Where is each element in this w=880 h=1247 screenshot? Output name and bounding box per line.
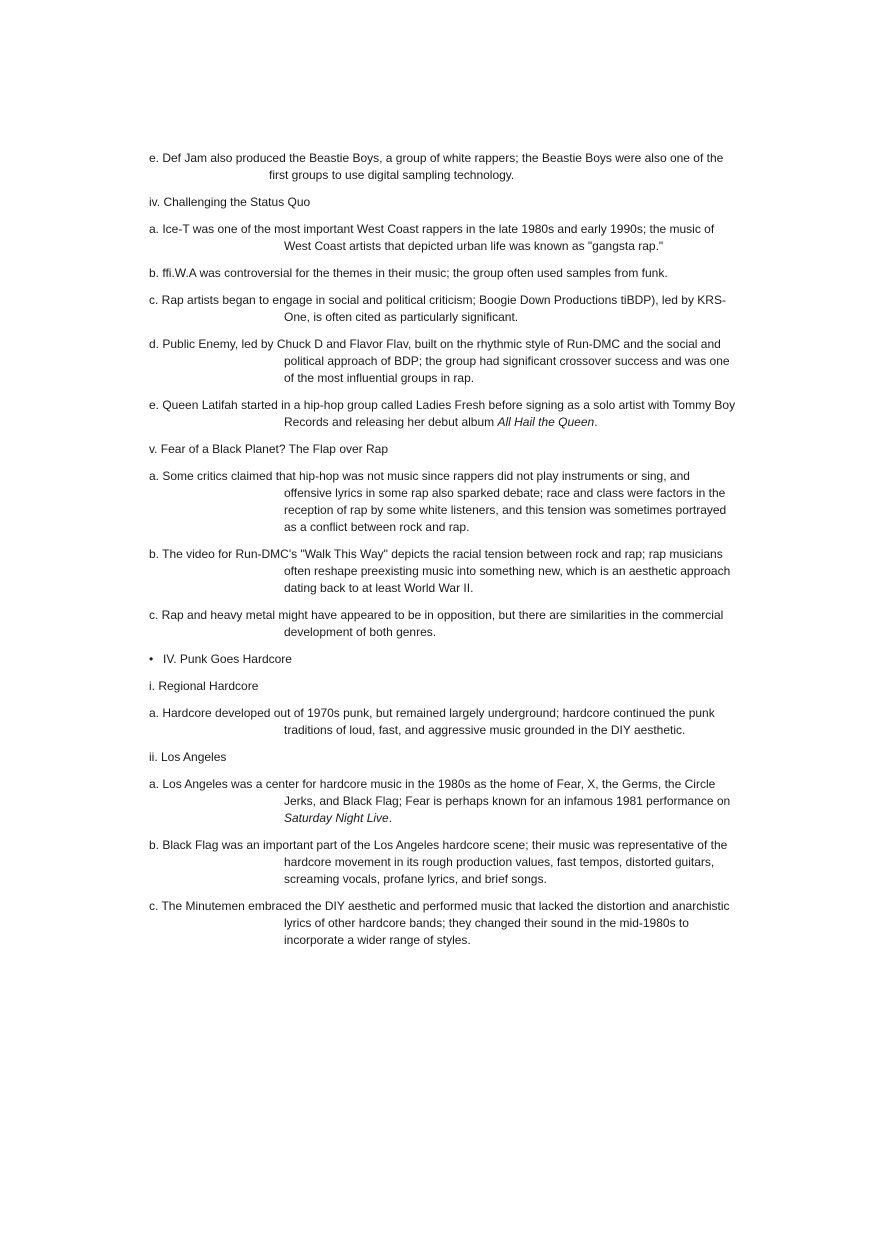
document-page [149, 150, 739, 959]
chapter-heading-iv [149, 651, 739, 668]
period: . [388, 811, 393, 825]
chapter-heading-text: IV. Punk Goes Hardcore [163, 652, 292, 666]
outline-item-hardcore: a. Hardcore developed out of 1970s punk, but remained largely underground; hardcore continued the punk traditions of loud, fast, and aggressive music grounded in the DIY aesthetic. [149, 706, 715, 737]
show-title: Saturday Night Live [284, 811, 389, 825]
outline-item-walk-this-way: b. The video for Run-DMC's "Walk This Way" depicts the racial tension between rock and rap; rap musicians often reshape preexisting music into something new, which is an aesthetic approach dating back to at least World War II. [149, 547, 731, 595]
outline-item-critics: a. Some critics claimed that hip-hop was not music since rappers did not play instruments or sing, and offensive lyrics in some rap also sparked debate; race and class were factors in the reception of rap by some white listeners, and this tension was sometimes portrayed as a conflict between rock and rap. [149, 469, 727, 534]
outline-item-bdp: c. Rap artists began to engage in social and political criticism; Boogie Down Productions tiBDP), led by KRS-One, is often cited as particularly significant. [149, 293, 726, 324]
album-title: All Hail the Queen [497, 415, 595, 429]
period: . [594, 415, 598, 429]
outline-item-nwa: b. ffi.W.A was controversial for the themes in their music; the group often used samples from funk. [149, 266, 668, 280]
queen-latifah-text: e. Queen Latifah started in a hip-hop group called Ladies Fresh before signing as a solo artist with Tommy Boy Records and releasing her debut album [149, 398, 736, 429]
outline-item-queen-latifah [149, 397, 739, 431]
los-angeles-text: a. Los Angeles was a center for hardcore music in the 1980s as the home of Fear, X, the Germs, the Circle Jerks, and Black Flag; Fear is perhaps known for an infamous 1981 performance on [149, 777, 731, 808]
section-heading-v: v. Fear of a Black Planet? The Flap over Rap [149, 442, 389, 456]
outline-item-public-enemy: d. Public Enemy, led by Chuck D and Flavor Flav, built on the rhythmic style of Run-DMC and the social and political approach of BDP; the group had significant crossover success and was one of the most influential groups in rap. [149, 337, 730, 385]
outline-item-def-jam: e. Def Jam also produced the Beastie Boys, a group of white rappers; the Beastie Boys were also one of the first groups to use digital sampling technology. [149, 151, 724, 182]
outline-item-heavy-metal: c. Rap and heavy metal might have appeared to be in opposition, but there are similarities in the commercial development of both genres. [149, 608, 724, 639]
bullet-icon: • [149, 652, 154, 666]
outline-item-minutemen: c. The Minutemen embraced the DIY aesthetic and performed music that lacked the distortion and anarchistic lyrics of other hardcore bands; they changed their sound in the mid-1980s to incorporate a wider range of styles. [149, 899, 730, 947]
section-heading-iv: iv. Challenging the Status Quo [149, 195, 311, 209]
outline-item-ice-t: a. Ice-T was one of the most important West Coast rappers in the late 1980s and early 1990s; the music of West Coast artists that depicted urban life was known as "gangsta rap." [149, 222, 715, 253]
outline-item-los-angeles [149, 776, 739, 827]
section-heading-ii: ii. Los Angeles [149, 750, 227, 764]
section-heading-i: i. Regional Hardcore [149, 679, 259, 693]
outline-item-black-flag: b. Black Flag was an important part of the Los Angeles hardcore scene; their music was representative of the hardcore movement in its rough production values, fast tempos, distorted guitars, screaming vocals, profane lyrics, and brief songs. [149, 838, 728, 886]
